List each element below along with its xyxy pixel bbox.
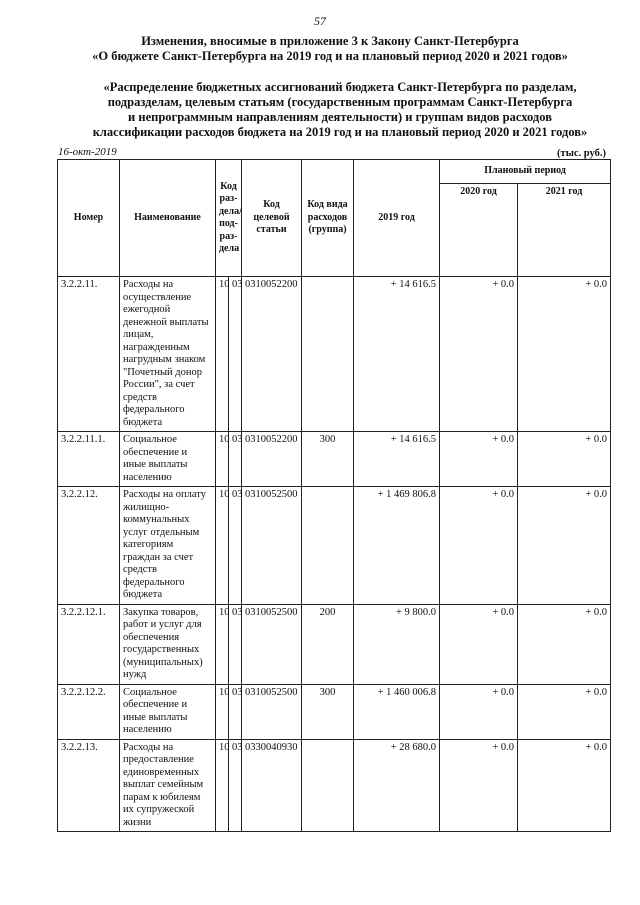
row-section: 10 bbox=[216, 487, 229, 605]
header-planned-period: Плановый период bbox=[440, 160, 611, 184]
table-row bbox=[58, 739, 611, 832]
row-value-2019: + 14 616.5 bbox=[354, 432, 440, 487]
document-date: 16-окт-2019 bbox=[58, 146, 117, 158]
row-value-2019: + 9 800.0 bbox=[354, 604, 440, 684]
header-2021: 2021 год bbox=[518, 184, 611, 277]
row-value-2021: + 0.0 bbox=[518, 604, 611, 684]
row-name: Расходы на оплату жилищно-коммунальных услуг отдельным категориям граждан за счет средств федерального бюджета bbox=[120, 487, 216, 605]
row-subsection: 03 bbox=[229, 684, 242, 739]
table-body bbox=[58, 277, 611, 832]
header-name: Наименование bbox=[120, 160, 216, 277]
row-target-code: 0330040930 bbox=[242, 739, 302, 832]
row-value-2019: + 14 616.5 bbox=[354, 277, 440, 432]
row-subsection: 03 bbox=[229, 739, 242, 832]
subtitle-line-3: и непрограммным направлениям деятельности) и группам видов расходов bbox=[128, 110, 552, 124]
row-number: 3.2.2.11.1. bbox=[58, 432, 120, 487]
row-expense-type bbox=[302, 487, 354, 605]
row-subsection: 03 bbox=[229, 604, 242, 684]
header-section: Код раз-дела/ под-раз-дела bbox=[216, 160, 242, 277]
row-value-2019: + 28 680.0 bbox=[354, 739, 440, 832]
units-label: (тыс. руб.) bbox=[557, 148, 606, 159]
header-expense-type: Код вида расходов (группа) bbox=[302, 160, 354, 277]
row-value-2020: + 0.0 bbox=[440, 739, 518, 832]
row-target-code: 0310052500 bbox=[242, 487, 302, 605]
row-number: 3.2.2.12.2. bbox=[58, 684, 120, 739]
row-target-code: 0310052200 bbox=[242, 277, 302, 432]
row-value-2019: + 1 469 806.8 bbox=[354, 487, 440, 605]
row-value-2020: + 0.0 bbox=[440, 277, 518, 432]
row-value-2021: + 0.0 bbox=[518, 487, 611, 605]
row-value-2021: + 0.0 bbox=[518, 684, 611, 739]
row-value-2020: + 0.0 bbox=[440, 487, 518, 605]
row-name: Закупка товаров, работ и услуг для обеспечения государственных (муниципальных) нужд bbox=[120, 604, 216, 684]
page-number: 57 bbox=[314, 14, 326, 28]
header-2019: 2019 год bbox=[354, 160, 440, 277]
header-number: Номер bbox=[58, 160, 120, 277]
row-expense-type: 200 bbox=[302, 604, 354, 684]
header-2020: 2020 год bbox=[440, 184, 518, 277]
table-row bbox=[58, 487, 611, 605]
row-section: 10 bbox=[216, 432, 229, 487]
document-subtitle bbox=[60, 80, 620, 140]
title-line-1: Изменения, вносимые в приложение 3 к Закону Санкт-Петербурга bbox=[141, 34, 519, 48]
row-section: 10 bbox=[216, 277, 229, 432]
row-name: Социальное обеспечение и иные выплаты населению bbox=[120, 684, 216, 739]
row-target-code: 0310052200 bbox=[242, 432, 302, 487]
table-row bbox=[58, 277, 611, 432]
row-name: Расходы на предоставление единовременных выплат семейным парам к юбилеям их супружеской жизни bbox=[120, 739, 216, 832]
row-section: 10 bbox=[216, 684, 229, 739]
row-expense-type bbox=[302, 739, 354, 832]
row-number: 3.2.2.12. bbox=[58, 487, 120, 605]
subtitle-line-2: подразделам, целевым статьям (государственным программам Санкт-Петербурга bbox=[107, 95, 573, 109]
row-name: Социальное обеспечение и иные выплаты населению bbox=[120, 432, 216, 487]
row-name: Расходы на осуществление ежегодной денежной выплаты лицам, награжденным нагрудным знаком "Почетный донор России", за счет средств федерального бюджета bbox=[120, 277, 216, 432]
header-target: Код целевой статьи bbox=[242, 160, 302, 277]
table-row bbox=[58, 684, 611, 739]
row-expense-type bbox=[302, 277, 354, 432]
budget-table bbox=[57, 159, 611, 832]
row-section: 10 bbox=[216, 604, 229, 684]
table-row bbox=[58, 604, 611, 684]
row-subsection: 03 bbox=[229, 432, 242, 487]
row-expense-type: 300 bbox=[302, 684, 354, 739]
row-value-2020: + 0.0 bbox=[440, 604, 518, 684]
row-value-2019: + 1 460 006.8 bbox=[354, 684, 440, 739]
document-title bbox=[60, 34, 600, 64]
row-target-code: 0310052500 bbox=[242, 604, 302, 684]
row-subsection: 03 bbox=[229, 277, 242, 432]
row-expense-type: 300 bbox=[302, 432, 354, 487]
table-row bbox=[58, 432, 611, 487]
row-value-2021: + 0.0 bbox=[518, 432, 611, 487]
row-value-2021: + 0.0 bbox=[518, 277, 611, 432]
row-section: 10 bbox=[216, 739, 229, 832]
subtitle-line-1: «Распределение бюджетных ассигнований бюджета Санкт-Петербурга по разделам, bbox=[103, 80, 577, 94]
row-number: 3.2.2.12.1. bbox=[58, 604, 120, 684]
row-target-code: 0310052500 bbox=[242, 684, 302, 739]
row-subsection: 03 bbox=[229, 487, 242, 605]
row-number: 3.2.2.11. bbox=[58, 277, 120, 432]
title-line-2: «О бюджете Санкт-Петербурга на 2019 год и на плановый период 2020 и 2021 годов» bbox=[92, 49, 568, 63]
row-value-2021: + 0.0 bbox=[518, 739, 611, 832]
row-value-2020: + 0.0 bbox=[440, 684, 518, 739]
subtitle-line-4: классификации расходов бюджета на 2019 год и на плановый период 2020 и 2021 годов» bbox=[92, 125, 588, 139]
row-value-2020: + 0.0 bbox=[440, 432, 518, 487]
row-number: 3.2.2.13. bbox=[58, 739, 120, 832]
